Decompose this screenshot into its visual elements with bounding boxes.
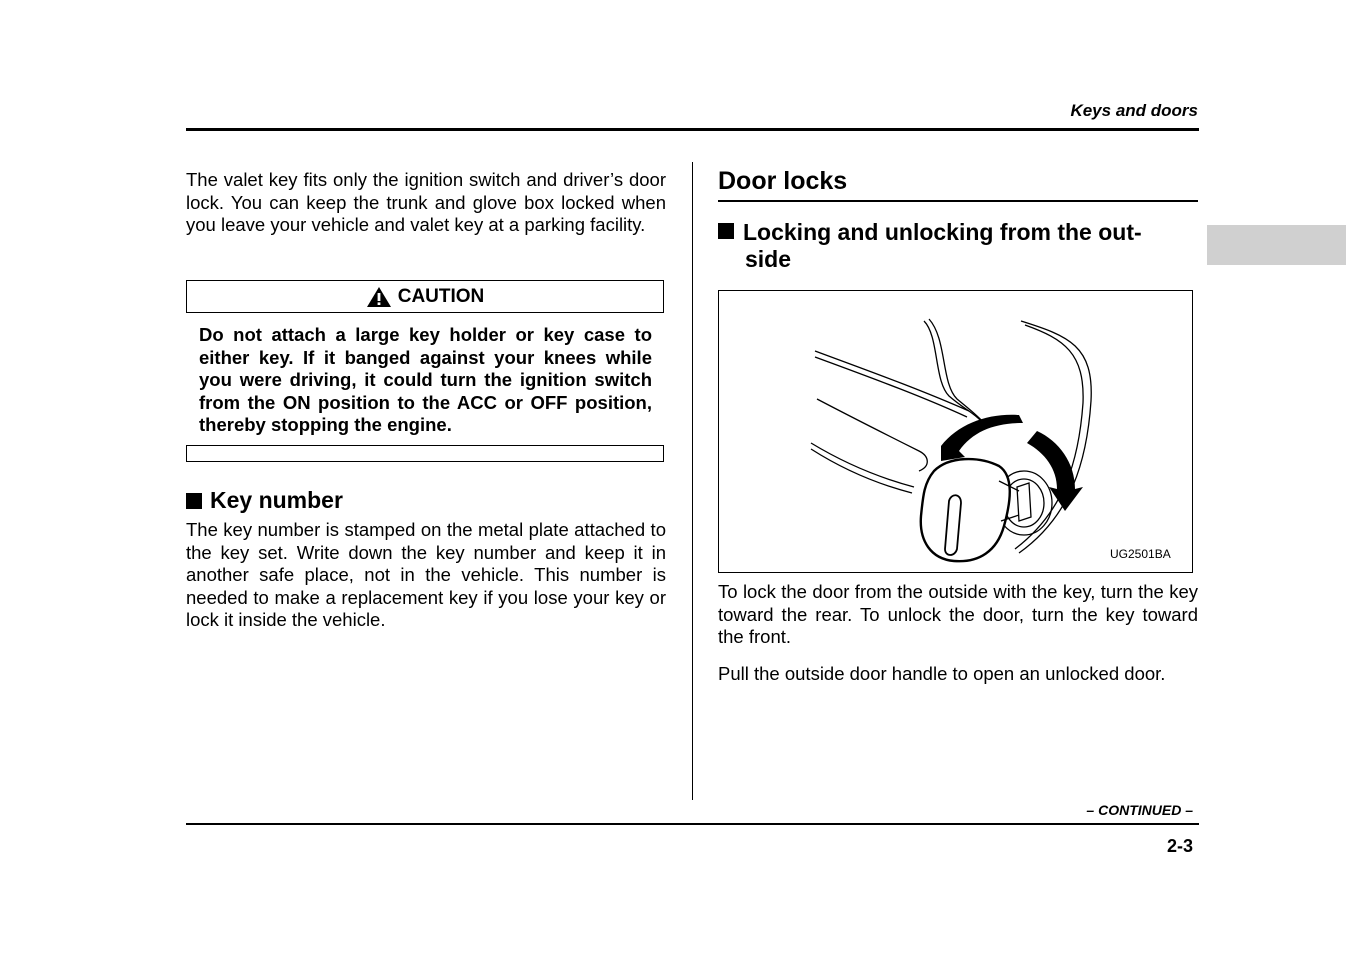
continued-marker: – CONTINUED – xyxy=(1086,802,1193,818)
caution-header-box xyxy=(186,280,664,313)
locking-subheading-line1: Locking and unlocking from the out- xyxy=(743,219,1142,245)
column-divider xyxy=(692,162,693,800)
caution-title xyxy=(187,281,663,312)
caution-text: Do not attach a large key holder or key case to either key. If it banged against your knees while you were driving, it could turn the ignition switch from the ON position to the ACC or OFF position, thereby stopping the engine. xyxy=(199,324,652,436)
square-bullet-icon xyxy=(718,223,734,239)
key-number-paragraph: The key number is stamped on the metal plate attached to the key set. Write down the key number and keep it in another safe place, not in the vehicle. This number is needed to make a replacement key if you lose your key or lock it inside the vehicle. xyxy=(186,519,666,631)
key-number-heading xyxy=(186,487,343,514)
chapter-tab xyxy=(1207,225,1346,265)
valet-key-paragraph: The valet key fits only the ignition switch and driver’s door lock. You can keep the trunk and glove box locked when you leave your vehicle and valet key at a parking facility. xyxy=(186,169,666,236)
door-lock-illustration xyxy=(718,290,1193,573)
door-locks-heading: Door locks xyxy=(718,167,848,195)
caution-footer-box xyxy=(186,445,664,462)
lock-instructions-paragraph: To lock the door from the outside with the key, turn the key toward the rear. To unlock the door, turn the key toward the front. xyxy=(718,581,1198,648)
caution-label: CAUTION xyxy=(397,285,485,307)
key-number-heading-text: Key number xyxy=(210,487,343,513)
pull-handle-paragraph: Pull the outside door handle to open an unlocked door. xyxy=(718,663,1166,684)
locking-subheading xyxy=(718,219,1188,273)
door-locks-rule xyxy=(718,200,1198,202)
figure-code: UG2501BA xyxy=(1110,547,1171,561)
page-number: 2-3 xyxy=(1166,836,1193,856)
footer-rule xyxy=(186,823,1199,825)
door-handle-key-drawing xyxy=(719,291,1192,572)
square-bullet-icon xyxy=(186,493,202,509)
locking-subheading-line2: side xyxy=(745,246,792,272)
running-header: Keys and doors xyxy=(1070,101,1198,120)
header-rule xyxy=(186,128,1199,131)
warning-triangle-icon xyxy=(366,286,392,308)
